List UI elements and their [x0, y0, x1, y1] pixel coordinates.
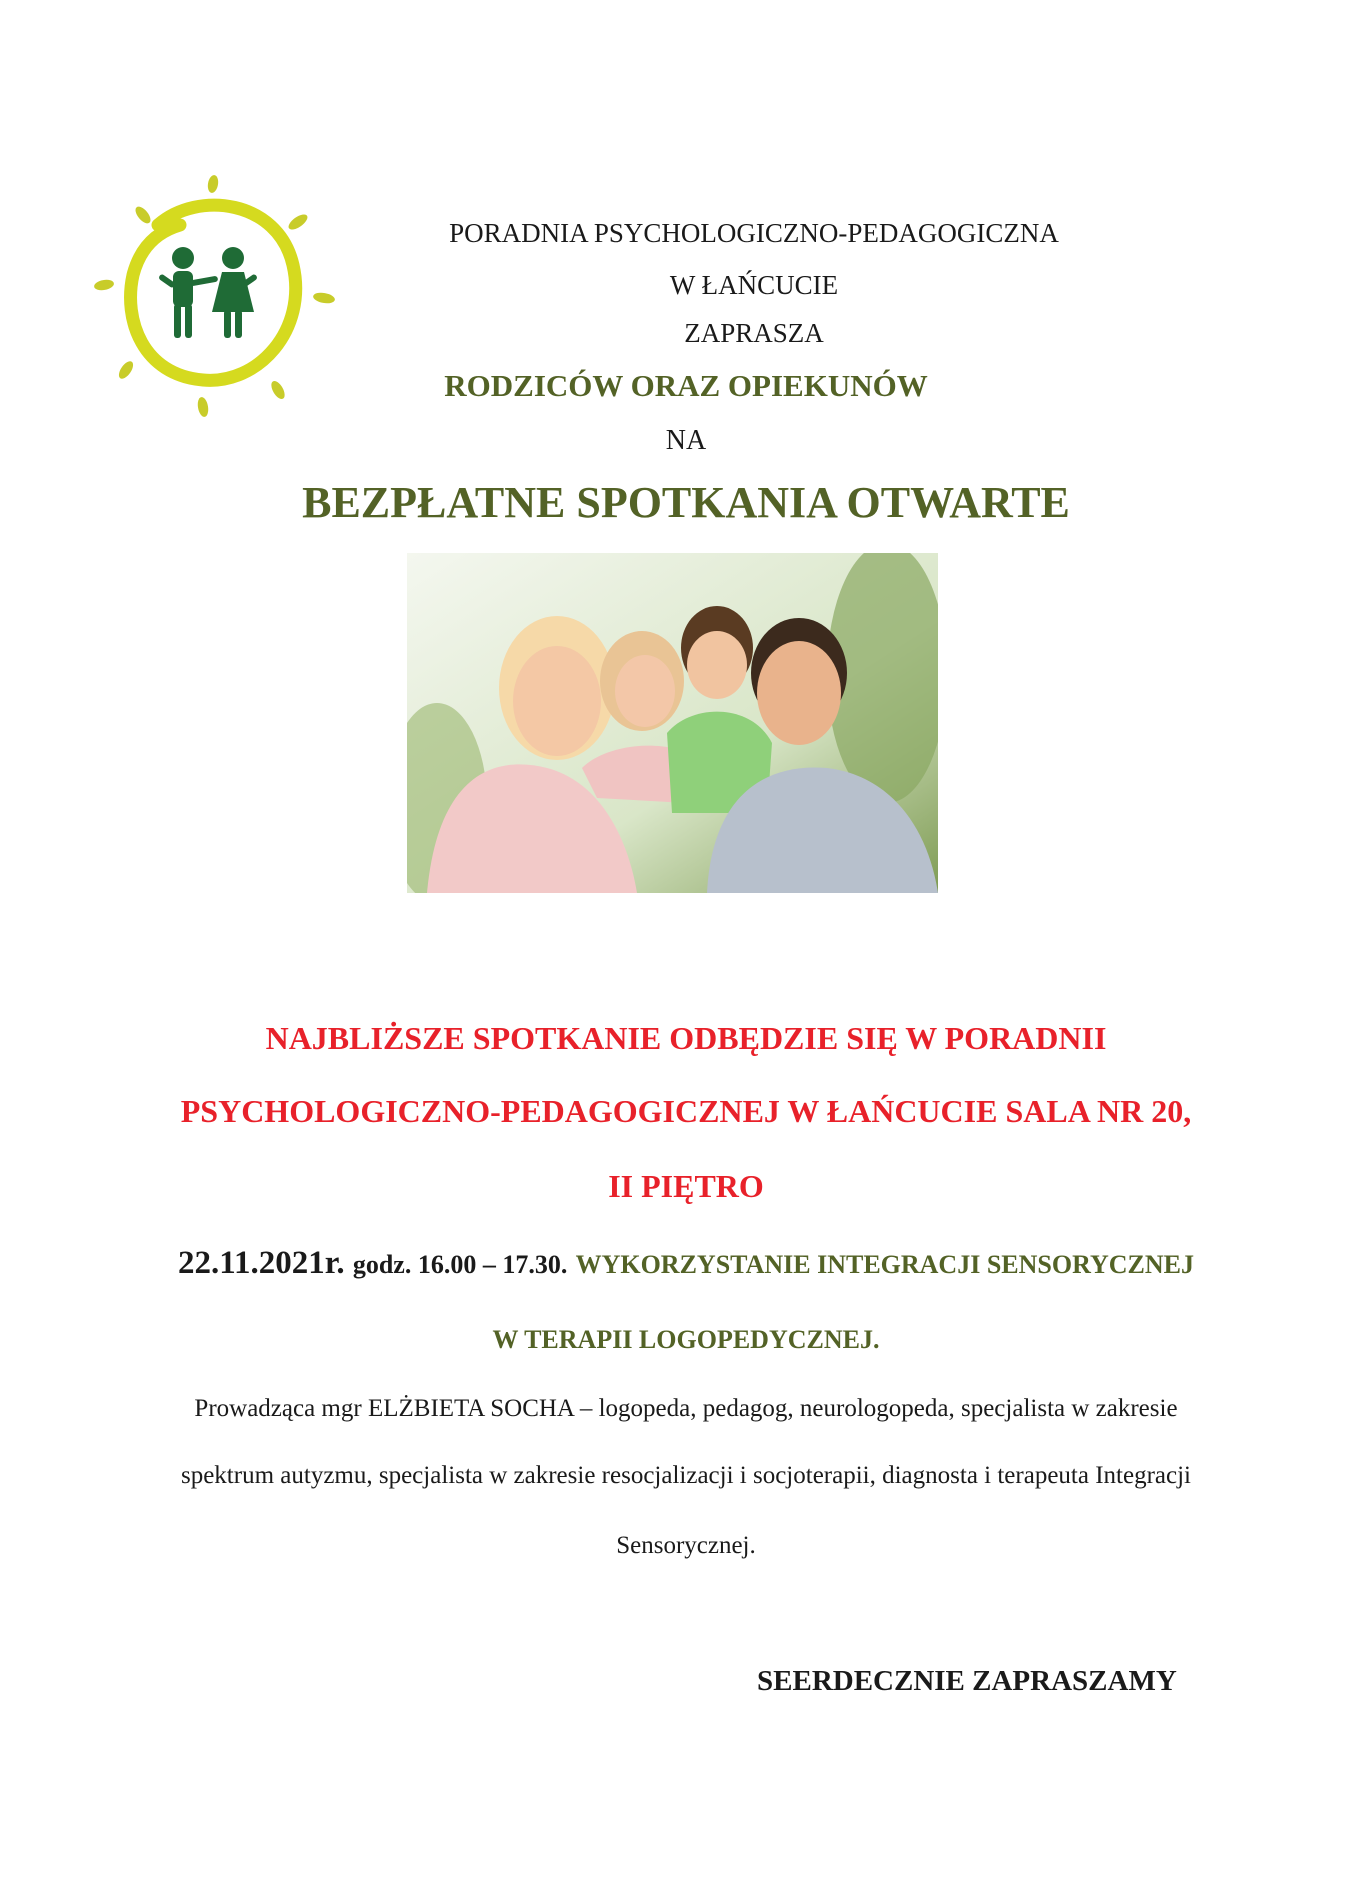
audience-heading: RODZICÓW ORAZ OPIEKUNÓW [444, 368, 928, 403]
on-label: NA [665, 425, 707, 456]
closing-text: SEERDECZNIE ZAPRASZAMY [757, 1665, 1177, 1697]
invites-label: ZAPRASZA [684, 318, 824, 348]
family-photo [407, 553, 938, 893]
meeting-topic-cont: W TERAPII LOGOPEDYCZNEJ. [492, 1325, 880, 1354]
institution-city: W ŁAŃCUCIE [669, 270, 839, 300]
notice-line-2: PSYCHOLOGICZNO-PEDAGOGICZNEJ W ŁAŃCUCIE SALA NR 20, [180, 1093, 1192, 1129]
meeting-topic: WYKORZYSTANIE INTEGRACJI SENSORYCZNEJ [575, 1250, 1194, 1279]
event-title: BEZPŁATNE SPOTKANIA OTWARTE [302, 478, 1070, 527]
presenter-line-3: Sensorycznej. [616, 1532, 756, 1559]
institution-name: PORADNIA PSYCHOLOGICZNO-PEDAGOGICZNA [449, 218, 1059, 248]
presenter-line-1: Prowadząca mgr ELŻBIETA SOCHA – logopeda, pedagog, neurologopeda, specjalista w zakresie [194, 1395, 1178, 1422]
notice-line-1: NAJBLIŻSZE SPOTKANIE ODBĘDZIE SIĘ W PORADNII [265, 1020, 1107, 1056]
notice-line-3: II PIĘTRO [608, 1168, 764, 1204]
presenter-line-2: spektrum autyzmu, specjalista w zakresie resocjalizacji i socjoterapii, diagnosta i terapeuta Integracji [180, 1462, 1191, 1489]
meeting-date: 22.11.2021r. [178, 1245, 345, 1281]
meeting-info [0, 1245, 1372, 1282]
meeting-time: godz. 16.00 – 17.30. [352, 1250, 568, 1279]
